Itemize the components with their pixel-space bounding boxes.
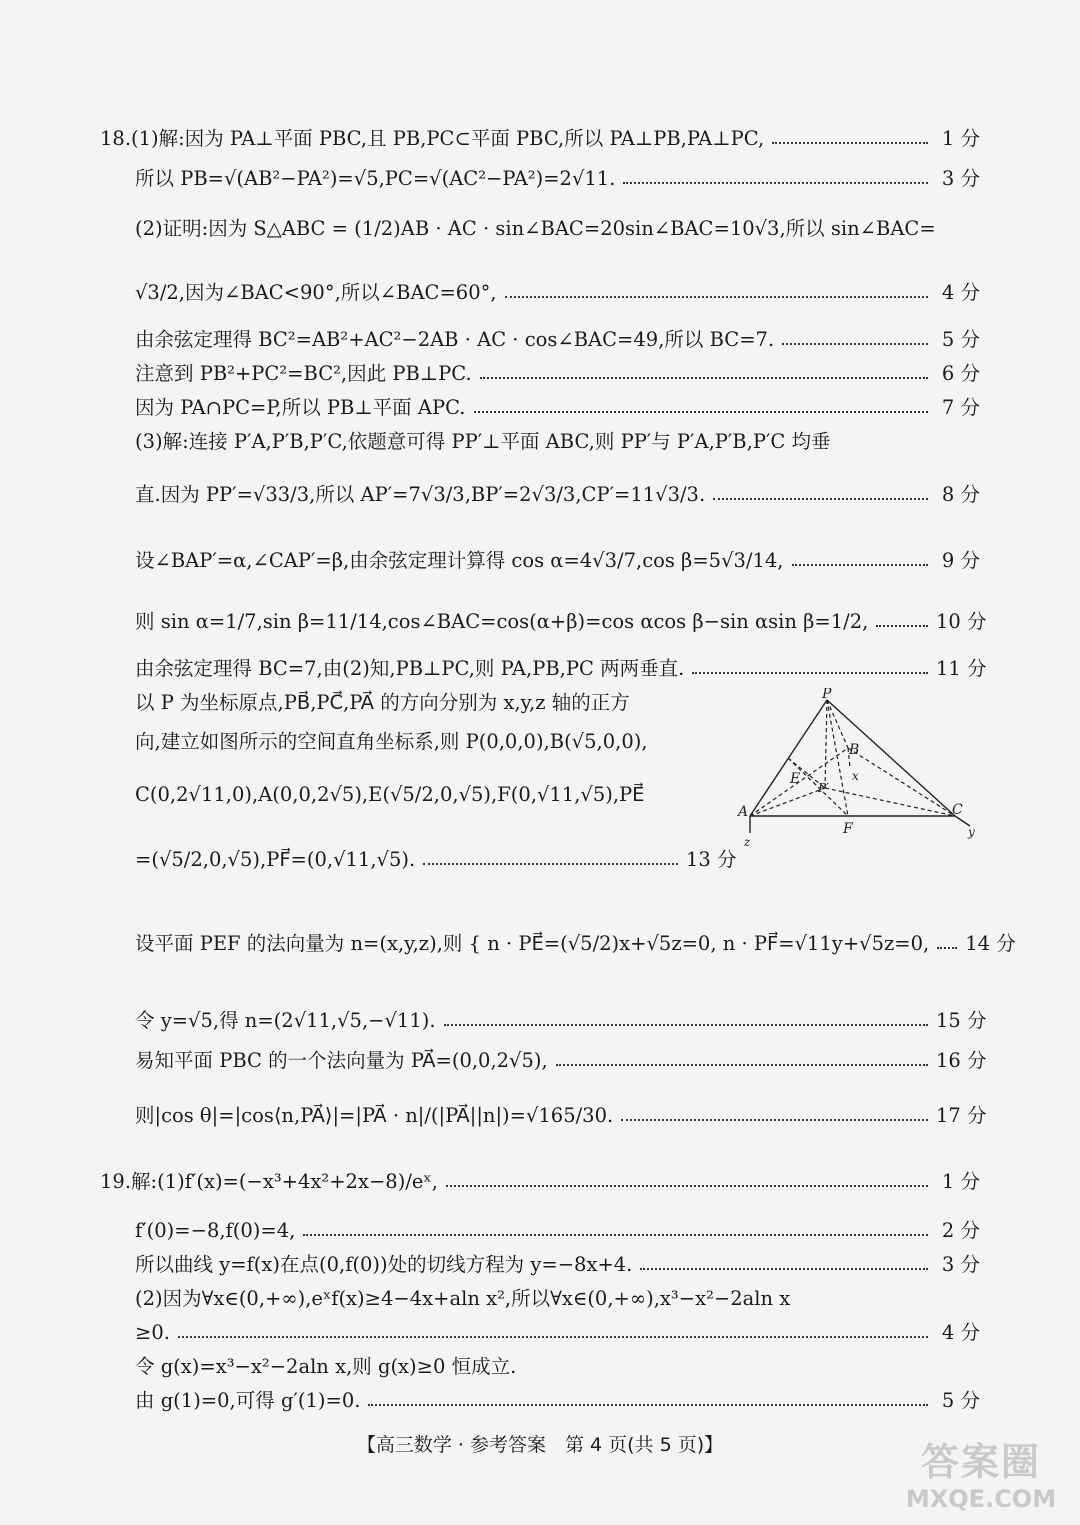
solution-line: 由 g(1)=0,可得 g′(1)=0. 5 分 [135, 1386, 980, 1416]
solution-line: 因为 PA∩PC=P,所以 PB⊥平面 APC. 7 分 [135, 393, 980, 423]
score: 3 分 [941, 1253, 980, 1276]
solution-line: 设∠BAP′=α,∠CAP′=β,由余弦定理计算得 cos α=4√3/7,cos β=5√3/14, 9 分 [135, 546, 980, 576]
solution-line: 由余弦定理得 BC²=AB²+AC²−2AB · AC · cos∠BAC=49,所以 BC=7. 5 分 [135, 325, 980, 355]
solution-line: 所以 PB=√(AB²−PA²)=√5,PC=√(AC²−PA²)=2√11. 3 分 [135, 164, 980, 194]
page-footer: 【高三数学 · 参考答案 第 4 页(共 5 页)】 [356, 1434, 724, 1456]
score: 14 分 [965, 932, 1016, 955]
score: 5 分 [941, 1389, 980, 1412]
solution-line: C(0,2√11,0),A(0,0,2√5),E(√5/2,0,√5),F(0,√11,√5),PE⃗ [135, 783, 645, 806]
score: 17 分 [936, 1104, 987, 1127]
score: 10 分 [936, 610, 987, 633]
solution-line: =(√5/2,0,√5),PF⃗=(0,√11,√5). 13 分 [135, 845, 730, 875]
solution-line: f′(0)=−8,f(0)=4, 2 分 [135, 1216, 980, 1246]
score: 9 分 [941, 549, 980, 572]
solution-line: (2)证明:因为 S△ABC = (1/2)AB · AC · sin∠BAC=20sin∠BAC=10√3,所以 sin∠BAC= [135, 217, 936, 240]
label-y: y [968, 825, 975, 839]
solution-line: 易知平面 PBC 的一个法向量为 PA⃗=(0,0,2√5), 16 分 [135, 1046, 980, 1076]
score: 11 分 [936, 657, 987, 680]
solution-line: 令 y=√5,得 n=(2√11,√5,−√11). 15 分 [135, 1006, 980, 1036]
solution-line: (3)解:连接 P′A,P′B,P′C,依题意可得 PP′⊥平面 ABC,则 PP′与 P′A,P′B,P′C 均垂 [135, 430, 831, 453]
solution-line: 向,建立如图所示的空间直角坐标系,则 P(0,0,0),B(√5,0,0), [135, 730, 648, 753]
label-x: x [852, 769, 859, 783]
score: 2 分 [941, 1219, 980, 1242]
solution-line: √3/2,因为∠BAC<90°,所以∠BAC=60°, 4 分 [135, 278, 980, 308]
solution-line: 设平面 PEF 的法向量为 n=(x,y,z),则 { n · PE⃗=(√5/2)x+√5z=0, n · PF⃗=√11y+√5z=0, 14 分 [135, 929, 980, 959]
label-F: F [843, 821, 853, 837]
score: 3 分 [941, 167, 980, 190]
solution-line: 由余弦定理得 BC=7,由(2)知,PB⊥PC,则 PA,PB,PC 两两垂直. 11 分 [135, 654, 980, 684]
watermark: 答案圈 MXQE.COM [905, 1440, 1057, 1513]
label-P: P [822, 688, 832, 702]
label-C: C [952, 802, 963, 818]
label-A: A [738, 804, 749, 820]
score: 4 分 [941, 1321, 980, 1344]
score: 13 分 [686, 848, 737, 871]
solution-line: 则 sin α=1/7,sin β=11/14,cos∠BAC=cos(α+β)=cos αcos β−sin αsin β=1/2, 10 分 [135, 607, 980, 637]
tetrahedron-diagram [730, 688, 980, 848]
solution-line: 19.解:(1)f′(x)=(−x³+4x²+2x−8)/eˣ, 1 分 [100, 1167, 980, 1197]
label-B: B [849, 742, 860, 758]
score: 15 分 [936, 1009, 987, 1032]
solution-line: 令 g(x)=x³−x²−2aln x,则 g(x)≥0 恒成立. [135, 1355, 517, 1378]
score: 6 分 [941, 362, 980, 385]
solution-line: 直.因为 PP′=√33/3,所以 AP′=7√3/3,BP′=2√3/3,CP′=11√3/3. 8 分 [135, 480, 980, 510]
solution-line: (2)因为∀x∈(0,+∞),eˣf(x)≥4−4x+aln x²,所以∀x∈(0,+∞),x³−x²−2aln x [135, 1287, 791, 1310]
label-E: E [790, 771, 801, 787]
label-z: z [744, 835, 751, 848]
solution-line: 18.(1)解:因为 PA⊥平面 PBC,且 PB,PC⊂平面 PBC,所以 PA⊥PB,PA⊥PC, 1 分 [100, 124, 980, 154]
label-P-prime: P′ [818, 781, 829, 795]
solution-line: 则|cos θ|=|cos⟨n,PA⃗⟩|=|PA⃗ · n|/(|PA⃗||n|)=√165/30. 17 分 [135, 1101, 980, 1131]
score: 7 分 [941, 396, 980, 419]
solution-line: 以 P 为坐标原点,PB⃗,PC⃗,PA⃗ 的方向分别为 x,y,z 轴的正方 [135, 691, 630, 714]
score: 1 分 [941, 1170, 980, 1193]
score: 1 分 [941, 127, 980, 150]
score: 4 分 [941, 281, 980, 304]
solution-line: 所以曲线 y=f(x)在点(0,f(0))处的切线方程为 y=−8x+4. 3 分 [135, 1250, 980, 1280]
score: 5 分 [941, 328, 980, 351]
solution-line: ≥0. 4 分 [135, 1318, 980, 1348]
score: 16 分 [936, 1049, 987, 1072]
score: 8 分 [941, 483, 980, 506]
solution-line: 注意到 PB²+PC²=BC²,因此 PB⊥PC. 6 分 [135, 359, 980, 389]
